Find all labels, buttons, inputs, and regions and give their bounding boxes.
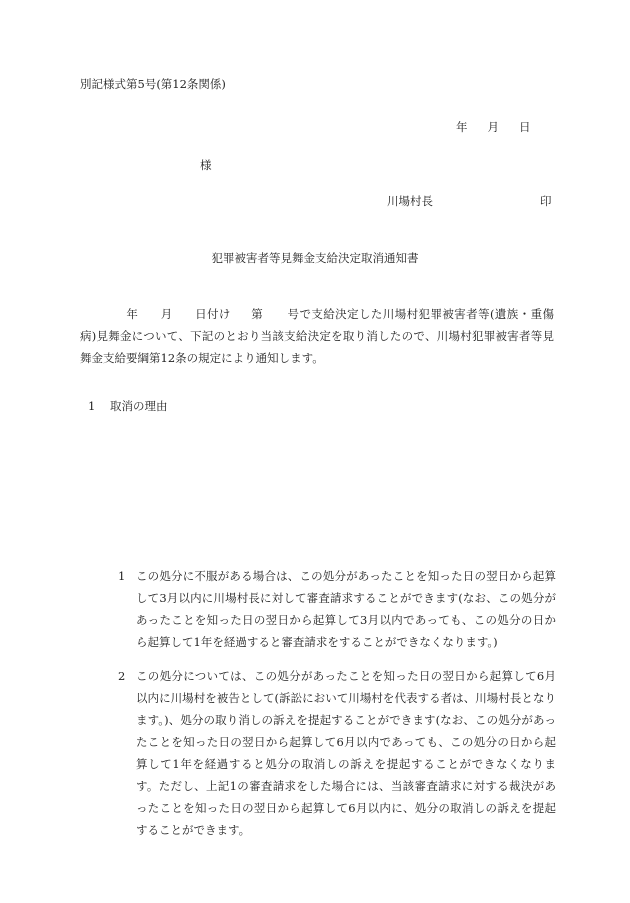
note-number: 2 — [118, 669, 126, 683]
section-heading-reason — [88, 398, 168, 414]
body-issue-prefix: 第 — [250, 307, 264, 321]
note-item — [118, 565, 556, 653]
note-item — [118, 665, 556, 841]
note-number: 1 — [118, 569, 126, 583]
body-year-label: 年 — [126, 307, 139, 321]
form-label: 別記様式第5号(第12条関係) — [80, 77, 226, 91]
date-line — [456, 119, 531, 135]
body-dated-label: 日付け — [194, 307, 231, 321]
date-day-label: 日 — [519, 120, 531, 134]
body-text: 号で支給決定した川場村犯罪被害者等(遺族・重傷病)見舞金について、下記のとおり当該支給決定を取り消したので、川場村犯罪被害者等見舞金支給要綱第12条の規定により通知します。 — [80, 307, 555, 365]
seal-mark: 印 — [540, 194, 552, 208]
body-month-label: 月 — [160, 307, 173, 321]
date-year-label: 年 — [456, 120, 468, 134]
addressee-honorific: 様 — [200, 158, 212, 172]
notes-list — [118, 565, 556, 841]
date-month-label: 月 — [487, 120, 499, 134]
section-number: 1 — [88, 399, 96, 413]
issuer-name: 川場村長 — [387, 194, 433, 208]
note-text: この処分に不服がある場合は、この処分があったことを知った日の翌日から起算して3月以内に川場村長に対して審査請求することができます(なお、この処分があったことを知った日の翌日から起算して3月以内であっても、この処分の日から起算して1年を経過すると審査請求をすることができなくなります。) — [136, 569, 556, 649]
document-title: 犯罪被害者等見舞金支給決定取消通知書 — [211, 251, 419, 265]
section-label: 取消の理由 — [110, 399, 168, 413]
notification-body — [80, 303, 554, 369]
note-text: この処分については、この処分があったことを知った日の翌日から起算して6月以内に川場村を被告として(訴訟において川場村を代表する者は、川場村長となります。)、処分の取り消しの訴えを提起することができます(なお、この処分があったことを知った日の翌日から起算して6月以内であっても、この処分の日から起算して1年を経過すると処分の取消しの訴えを提起することができなくなります。ただし、上記1の審査請求をした場合には、当該審査請求に対する裁決があったことを知った日の翌日から起算して6月以内に、処分の取消しの訴えを提起することができます。 — [136, 669, 556, 837]
